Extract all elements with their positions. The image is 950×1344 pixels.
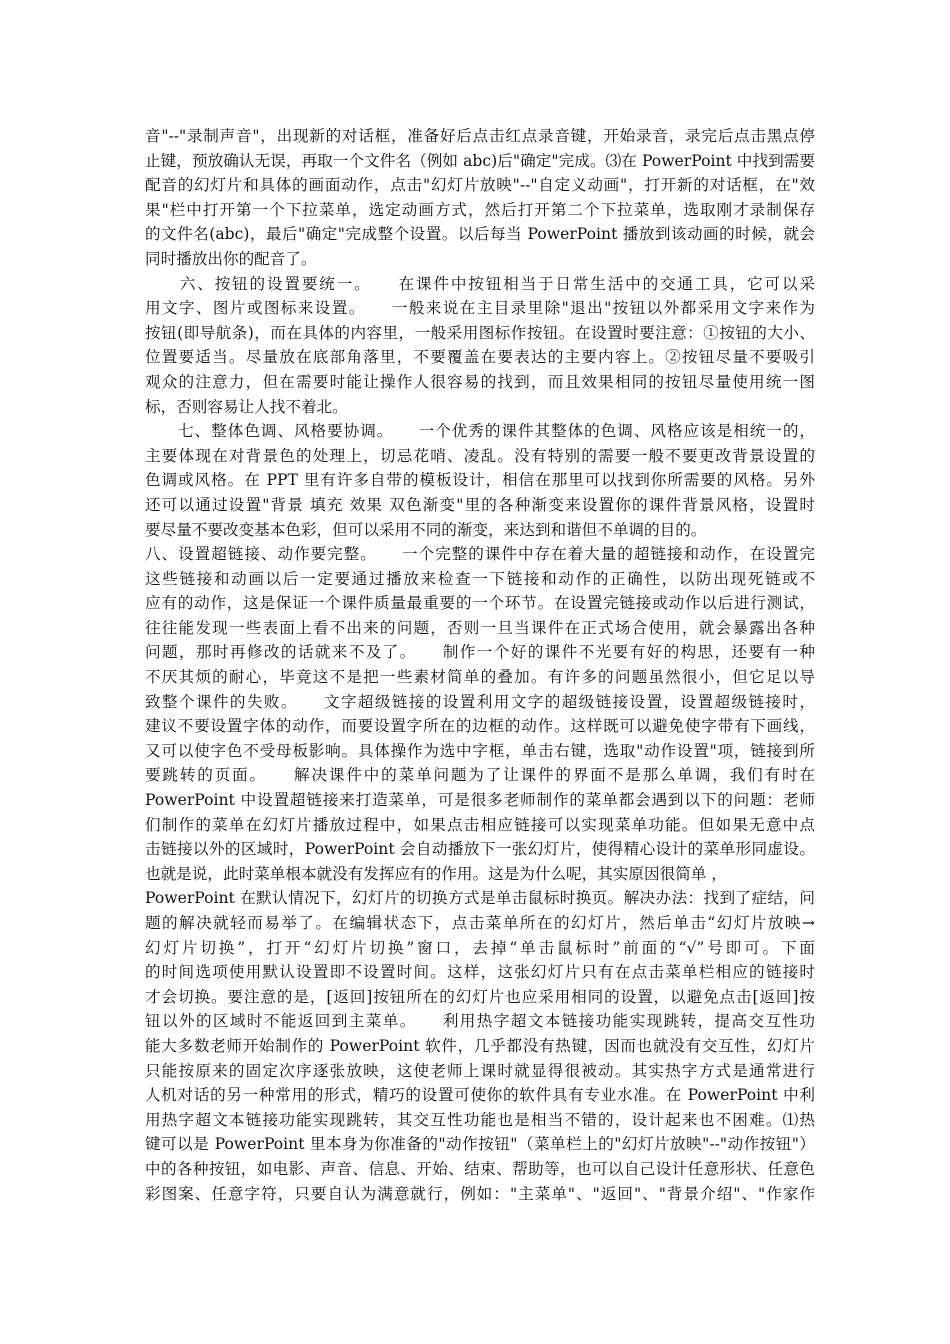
text-line: 八、设置超链接、动作要完整。 一个完整的课件中存在着大量的超链接和动作，在设置完 — [145, 545, 815, 564]
text-line: 又可以使字色不受母板影响。具体操作为选中字框，单击右键，选取"动作设置"项，链接到所 — [145, 741, 815, 760]
text-line: 往往能发现一些表面上看不出来的问题，否则一旦当课件在正式场合使用，就会暴露出各种 — [145, 618, 815, 637]
text-line: 止键，预放确认无误，再取一个文件名（例如 abc)后"确定"完成。⑶在 PowerPoint 中找到需要 — [145, 151, 815, 170]
text-line: 人机对话的另一种常用的形式，精巧的设置可使你的软件具有专业水准。在 PowerPoint 中利 — [145, 1086, 815, 1105]
text-line: 们制作的菜单在幻灯片播放过程中，如果点击相应链接可以实现菜单功能。但如果无意中点 — [145, 815, 815, 834]
text-line: 题的解决就轻而易举了。在编辑状态下，点击菜单所在的幻灯片，然后单击“幻灯片放映→ — [145, 914, 815, 932]
text-line: 观众的注意力，但在需要时能让操作人很容易的找到，而且效果相同的按钮尽量使用统一图 — [145, 372, 815, 391]
text-line: 的时间选项使用默认设置即不设置时间。这样，这张幻灯片只有在点击菜单栏相应的链接时 — [145, 963, 815, 982]
text-line: PowerPoint 中设置超链接来打造菜单，可是很多老师制作的菜单都会遇到以下的问题：老师 — [145, 791, 815, 810]
text-line: 用文字、图片或图标来设置。 一般来说在主目录里除"退出"按钮以外都采用文字来作为 — [145, 299, 815, 318]
text-line: 七、整体色调、风格要协调。 一个优秀的课件其整体的色调、风格应该是相统一的， — [145, 422, 815, 441]
text-line: 要尽量不要改变基本色彩，但可以采用不同的渐变，来达到和谐但不单调的目的。 — [145, 520, 707, 539]
text-line: 建议不要设置字体的动作，而要设置字所在的边框的动作。这样既可以避免使字带有下画线， — [145, 717, 815, 736]
text-line: 才会切换。要注意的是，[返回]按钮所在的幻灯片也应采用相同的设置，以避免点击[返回]按 — [145, 987, 815, 1006]
text-line: 六、按钮的设置要统一。 在课件中按钮相当于日常生活中的交通工具，它可以采 — [145, 274, 815, 293]
text-line: PowerPoint 在默认情况下，幻灯片的切换方式是单击鼠标时换页。解决办法：找到了症结，问 — [145, 889, 815, 908]
text-line: 还可以通过设置"背景 填充 效果 双色渐变"里的各种渐变来设置你的课件背景风格，设置时 — [145, 495, 815, 514]
text-line: 标，否则容易让人找不着北。 — [145, 397, 348, 416]
text-line: 只能按原来的固定次序逐张放映，这使老师上课时就显得很被动。其实热字方式是通常进行 — [145, 1061, 815, 1080]
text-line: 音"--"录制声音"，出现新的对话框，准备好后点击红点录音键，开始录音，录完后点击黑点停 — [145, 127, 815, 145]
text-line: 能大多数老师开始制作的 PowerPoint 软件，几乎都没有热键，因而也就没有交互性，幻灯片 — [145, 1036, 815, 1055]
text-line: 致整个课件的失败。 文字超级链接的设置利用文字的超级链接设置，设置超级链接时， — [145, 692, 815, 711]
text-line: 的文件名(abc)，最后"确定"完成整个设置。以后每当 PowerPoint 播放到该动画的时候，就会 — [145, 225, 815, 244]
text-line: 果"栏中打开第一个下拉菜单，选定动画方式，然后打开第二个下拉菜单，选取刚才录制保存 — [145, 200, 815, 219]
text-line: 应有的动作，这是保证一个课件质量最重要的一个环节。在设置完链接或动作以后进行测试， — [145, 594, 815, 613]
text-line: 主要体现在对背景色的处理上，切忌花哨、凌乱。没有特别的需要一般不要更改背景设置的 — [145, 446, 815, 465]
text-line: 击链接以外的区域时，PowerPoint 会自动播放下一张幻灯片，使得精心设计的菜单形同虚设。 — [145, 840, 815, 859]
text-line: 配音的幻灯片和具体的画面动作，点击"幻灯片放映"--"自定义动画"，打开新的对话框，在"效 — [145, 176, 815, 195]
text-line: 位置要适当。尽量放在底部角落里，不要覆盖在要表达的主要内容上。②按钮尽量不要吸引 — [145, 348, 815, 367]
text-line: 不厌其烦的耐心，毕竟这不是把一些素材简单的叠加。有许多的问题虽然很小，但它足以导 — [145, 668, 815, 687]
text-line: 也就是说，此时菜单根本就没有发挥应有的作用。这是为什么呢，其实原因很简单 ， — [145, 864, 727, 883]
text-line: 中的各种按钮，如电影、声音、信息、开始、结束、帮助等，也可以自己设计任意形状、任意色 — [145, 1159, 815, 1178]
text-line: 键可以是 PowerPoint 里本身为你准备的"动作按钮"（菜单栏上的"幻灯片放映"--"动作按钮"） — [145, 1135, 815, 1154]
text-line: 彩图案、任意字符，只要自认为满意就行，例如："主菜单"、"返回"、"背景介绍"、"作家作 — [145, 1184, 815, 1203]
text-line: 要跳转的页面。 解决课件中的菜单问题为了让课件的界面不是那么单调，我们有时在 — [145, 766, 815, 785]
text-line: 同时播放出你的配音了。 — [145, 249, 317, 268]
text-line: 用热字超文本链接功能实现跳转，其交互性功能也是相当不错的，设计起来也不困难。⑴热 — [145, 1110, 815, 1129]
document-body — [145, 124, 815, 1206]
text-line: 这些链接和动画以后一定要通过播放来检查一下链接和动作的正确性，以防出现死链或不 — [145, 569, 815, 588]
text-line: 色调或风格。在 PPT 里有许多自带的模板设计，相信在那里可以找到你所需要的风格。另外 — [145, 471, 815, 490]
text-line: 钮以外的区域时不能返回到主菜单。 利用热字超文本链接功能实现跳转，提高交互性功 — [145, 1012, 815, 1031]
text-line: 按钮(即导航条)，而在具体的内容里，一般采用图标作按钮。在设置时要注意：①按钮的大小、 — [145, 323, 815, 342]
text-line: 幻灯片切换”，打开“幻灯片切换”窗口，去掉“单击鼠标时”前面的“√”号即可。下面 — [145, 938, 815, 957]
text-line: 问题，那时再修改的话就来不及了。 制作一个好的课件不光要有好的构思，还要有一种 — [145, 643, 815, 662]
